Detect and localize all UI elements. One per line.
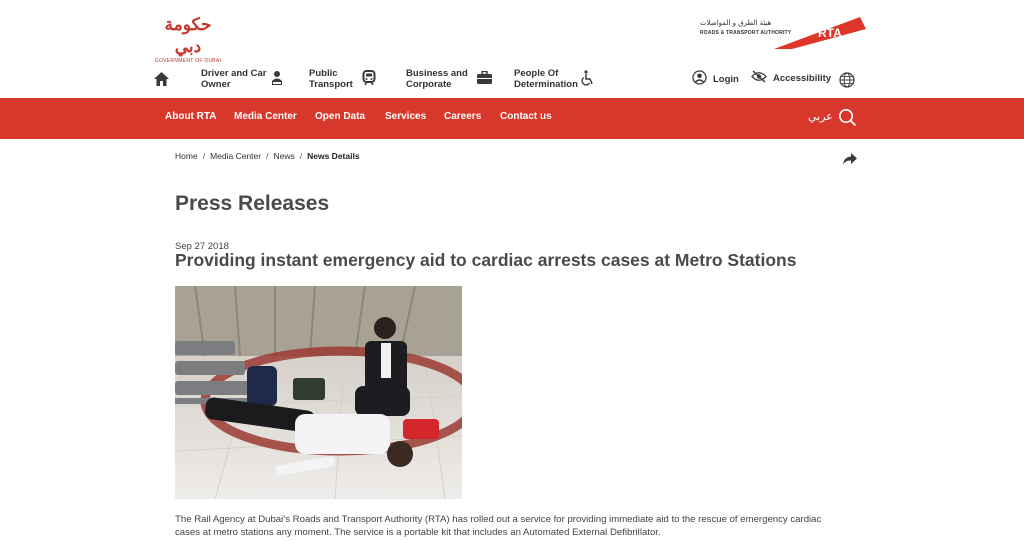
nav-business-label-1: Business and	[406, 68, 468, 79]
nav-media-center[interactable]: Media Center	[234, 111, 297, 122]
breadcrumb-separator: /	[202, 151, 206, 161]
nav-transport-label-1: Public	[309, 68, 338, 79]
article-headline: Providing instant emergency aid to cardiac arrests cases at Metro Stations	[175, 250, 797, 270]
breadcrumb-home[interactable]: Home	[175, 151, 198, 161]
gov-logo-english: GOVERNMENT OF DUBAI	[154, 58, 222, 64]
nav-transport-label-2: Transport	[309, 79, 353, 90]
search-icon[interactable]	[838, 108, 857, 132]
accessibility-link[interactable]	[751, 70, 831, 86]
accessibility-label: Accessibility	[773, 72, 832, 84]
nav-services[interactable]: Services	[385, 111, 427, 122]
home-icon[interactable]	[153, 71, 170, 92]
rta-logo-text: RTA	[818, 26, 842, 40]
globe-icon[interactable]	[839, 72, 855, 93]
nav-driver-car-owner[interactable]	[201, 68, 284, 90]
nav-driver-label-1: Driver and Car	[201, 68, 267, 79]
rta-logo[interactable]	[694, 15, 870, 51]
nav-people-of-determination[interactable]	[514, 68, 595, 90]
nav-about-rta[interactable]: About RTA	[165, 111, 217, 122]
utility-nav	[0, 62, 1024, 98]
person-car-icon	[270, 70, 284, 89]
breadcrumb-current: News Details	[307, 151, 360, 161]
breadcrumb-separator: /	[299, 151, 303, 161]
rta-logo-mark	[774, 15, 866, 51]
nav-open-data[interactable]: Open Data	[315, 111, 366, 122]
nav-contact-us[interactable]: Contact us	[500, 111, 552, 122]
nav-business-label-2: Corporate	[406, 79, 452, 90]
article-photo	[175, 286, 462, 499]
nav-careers[interactable]: Careers	[444, 111, 482, 122]
article-body-line-1: The Rail Agency at Dubai’s Roads and Transport Authority (RTA) has rolled out a service for providing immediate aid to the rescue of emergency cardiac	[175, 514, 822, 525]
rta-logo-arabic: هيئة الطرق و المواصلات	[700, 19, 772, 27]
breadcrumb	[175, 151, 360, 161]
rta-logo-english: ROADS & TRANSPORT AUTHORITY	[700, 30, 792, 36]
briefcase-icon	[476, 71, 493, 88]
eye-slash-icon	[751, 70, 767, 86]
breadcrumb-news[interactable]: News	[273, 151, 295, 161]
nav-driver-label-2: Owner	[201, 79, 231, 90]
wheelchair-icon	[580, 70, 595, 89]
share-icon[interactable]	[843, 152, 857, 170]
page-title: Press Releases	[175, 192, 330, 215]
login-link[interactable]	[692, 70, 739, 88]
article-body-line-2: cases at metro stations any moment. The service is a portable kit that includes an Automated External Defibrillator.	[175, 526, 661, 538]
train-icon	[362, 70, 376, 89]
language-switch-arabic[interactable]: عربي	[808, 110, 833, 123]
nav-business-corporate[interactable]	[406, 68, 493, 90]
nav-people-label-1: People Of	[514, 68, 559, 79]
user-circle-icon	[692, 70, 707, 88]
article-date: Sep 27 2018	[175, 241, 229, 252]
government-of-dubai-logo[interactable]	[152, 14, 224, 64]
nav-public-transport[interactable]	[309, 68, 376, 90]
breadcrumb-separator: /	[266, 151, 269, 161]
breadcrumb-media-center[interactable]: Media Center	[210, 151, 262, 161]
login-label: Login	[713, 73, 739, 85]
nav-people-label-2: Determination	[514, 79, 578, 90]
gov-logo-arabic: حكومة دبي	[164, 15, 212, 57]
article-body	[175, 514, 855, 539]
main-nav	[0, 98, 1024, 139]
